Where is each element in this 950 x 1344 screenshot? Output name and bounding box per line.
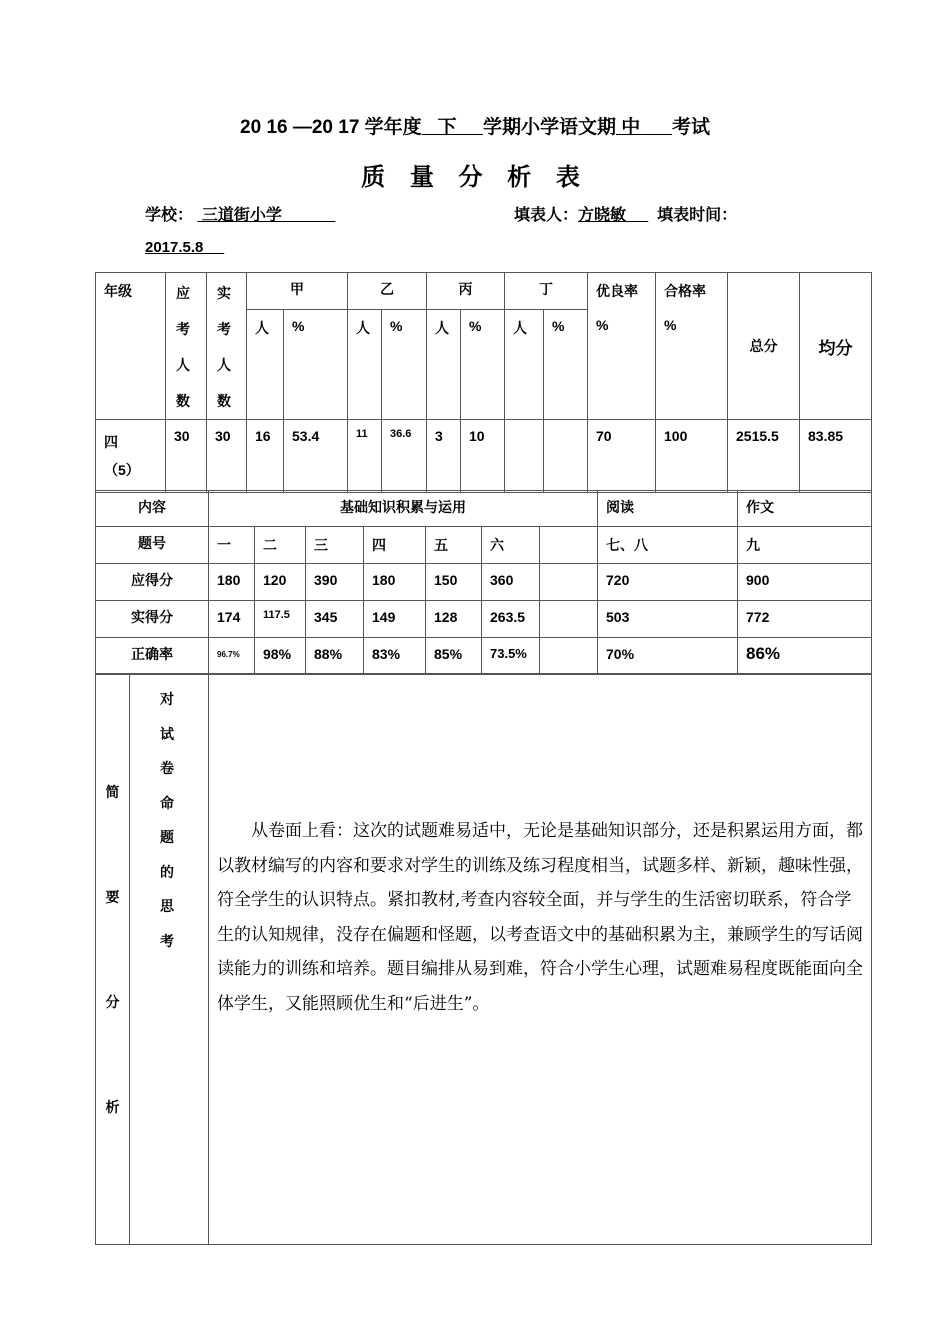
due-cell: 180 bbox=[364, 564, 426, 601]
question-cell: 五 bbox=[426, 527, 482, 564]
year-end: 20 17 bbox=[311, 117, 360, 138]
side-char: 要 bbox=[105, 889, 120, 905]
sub-char: 命 bbox=[160, 794, 174, 811]
got-cell: 117.5 bbox=[255, 601, 306, 638]
term-field bbox=[422, 117, 483, 138]
avg-header: 均分 bbox=[800, 273, 872, 420]
filler-value: 方晓敏 bbox=[578, 207, 627, 224]
filler-field bbox=[578, 207, 648, 224]
good-rate-label: 优良率 bbox=[596, 283, 638, 299]
sub-char: 对 bbox=[160, 691, 174, 707]
side-char: 分 bbox=[105, 994, 120, 1010]
analysis-sub-label bbox=[130, 674, 209, 1245]
jia-header: 甲 bbox=[247, 273, 348, 310]
school-field bbox=[197, 207, 335, 224]
yi-p-cell: 36.6 bbox=[382, 420, 427, 493]
sub-char: 的 bbox=[160, 863, 174, 880]
title-part: 学年度 bbox=[359, 117, 422, 138]
date-field bbox=[145, 239, 224, 256]
side-char: 析 bbox=[105, 1099, 120, 1115]
pass-rate-header bbox=[656, 273, 728, 420]
bing-pct: % bbox=[461, 309, 505, 419]
question-cell bbox=[540, 527, 598, 564]
question-cell: 四 bbox=[364, 527, 426, 564]
sub-char: 试 bbox=[160, 725, 174, 742]
rate-cell: 98% bbox=[255, 638, 306, 675]
jia-ren: 人 bbox=[247, 309, 284, 419]
filler-label: 填表人： bbox=[514, 207, 579, 224]
yi-header: 乙 bbox=[348, 273, 427, 310]
year-start: 20 16 bbox=[240, 117, 288, 138]
grade-header: 年级 bbox=[96, 273, 166, 420]
due-cell: 150 bbox=[426, 564, 482, 601]
yi-n-cell: 11 bbox=[348, 420, 382, 493]
yi-pct: % bbox=[382, 309, 427, 419]
jia-p-cell: 53.4 bbox=[284, 420, 348, 493]
good-rate-cell: 70 bbox=[588, 420, 656, 493]
due-cell: 180 bbox=[209, 564, 255, 601]
expected-cell: 30 bbox=[166, 420, 207, 493]
got-cell: 772 bbox=[738, 601, 872, 638]
got-cell bbox=[540, 601, 598, 638]
ding-pct: % bbox=[544, 309, 588, 419]
basic-knowledge-header: 基础知识积累与运用 bbox=[209, 491, 598, 527]
content-label: 内容 bbox=[96, 491, 209, 527]
pass-rate-label: 合格率 bbox=[664, 283, 706, 299]
due-cell: 390 bbox=[306, 564, 364, 601]
school-value: 三道街小学 bbox=[201, 207, 282, 224]
good-rate-pct: % bbox=[596, 317, 609, 333]
analysis-text: 从卷面上看：这次的试题难易适中，无论是基础知识部分，还是积累运用方面，都以教材编写的内容和要求对学生的训练及练习程度相当，试题多样、新颖，趣味性强，符全学生的认识特点。紧扣教材,考查内容较全面，并与学生的生活密切联系，符合学生的认知规律，没存在偏题和怪题，以考查语文中的基础积累为主，兼顾学生的写话阅读能力的训练和培养。题目编排从易到难，符合小学生心理，试题难易程度既能面向全体学生，又能照顾优生和“后进生”。 bbox=[217, 821, 863, 1014]
question-label: 题号 bbox=[96, 527, 209, 564]
question-cell: 一 bbox=[209, 527, 255, 564]
sub-char: 思 bbox=[160, 898, 174, 914]
rate-cell: 96.7% bbox=[209, 638, 255, 675]
question-cell: 二 bbox=[255, 527, 306, 564]
rate-cell: 70% bbox=[598, 638, 738, 675]
total-header: 总分 bbox=[728, 273, 800, 420]
due-cell: 720 bbox=[598, 564, 738, 601]
bing-p-cell: 10 bbox=[461, 420, 505, 493]
grade-cell bbox=[96, 420, 166, 493]
filler-line bbox=[514, 202, 737, 225]
side-char: 简 bbox=[105, 784, 120, 800]
sub-char: 卷 bbox=[160, 760, 174, 776]
rate-cell: 88% bbox=[306, 638, 364, 675]
rate-cell: 85% bbox=[426, 638, 482, 675]
pass-rate-cell: 100 bbox=[656, 420, 728, 493]
period-value: 中 bbox=[621, 117, 641, 138]
bing-ren: 人 bbox=[427, 309, 461, 419]
school-label: 学校： bbox=[145, 207, 194, 224]
rate-cell: 73.5% bbox=[482, 638, 540, 675]
period-field bbox=[616, 117, 672, 138]
got-cell: 345 bbox=[306, 601, 364, 638]
due-cell: 900 bbox=[738, 564, 872, 601]
actual-cell: 30 bbox=[207, 420, 247, 493]
question-cell: 九 bbox=[738, 527, 872, 564]
good-rate-header bbox=[588, 273, 656, 420]
ding-n-cell bbox=[505, 420, 544, 493]
analysis-table bbox=[95, 673, 872, 1245]
jia-pct: % bbox=[284, 309, 348, 419]
got-cell: 263.5 bbox=[482, 601, 540, 638]
question-cell: 三 bbox=[306, 527, 364, 564]
bing-header: 丙 bbox=[427, 273, 505, 310]
got-cell: 174 bbox=[209, 601, 255, 638]
reading-header: 阅读 bbox=[598, 491, 738, 527]
title-part: 学期小学语文期 bbox=[482, 117, 616, 138]
rate-cell bbox=[540, 638, 598, 675]
title-part: 考试 bbox=[671, 117, 710, 138]
due-label: 应得分 bbox=[96, 564, 209, 601]
avg-cell: 83.85 bbox=[800, 420, 872, 493]
date-value: 2017.5.8 bbox=[145, 239, 204, 256]
got-cell: 503 bbox=[598, 601, 738, 638]
document-title bbox=[0, 112, 950, 139]
sub-char: 题 bbox=[160, 829, 174, 845]
grade-value: 四 bbox=[104, 434, 118, 450]
got-cell: 128 bbox=[426, 601, 482, 638]
actual-header: 实 考 人 数 bbox=[207, 273, 247, 420]
sub-char: 考 bbox=[160, 932, 174, 949]
rate-label: 正确率 bbox=[96, 638, 209, 675]
score-table bbox=[95, 272, 872, 493]
writing-header: 作文 bbox=[738, 491, 872, 527]
dash: — bbox=[287, 117, 312, 138]
due-cell bbox=[540, 564, 598, 601]
time-label: 填表时间： bbox=[657, 207, 738, 224]
ding-ren: 人 bbox=[505, 309, 544, 419]
bing-n-cell: 3 bbox=[427, 420, 461, 493]
analysis-side-label bbox=[96, 674, 130, 1245]
school-line bbox=[145, 202, 335, 225]
question-cell: 七、八 bbox=[598, 527, 738, 564]
pass-rate-pct: % bbox=[664, 317, 677, 333]
total-cell: 2515.5 bbox=[728, 420, 800, 493]
jia-n-cell: 16 bbox=[247, 420, 284, 493]
ding-p-cell bbox=[544, 420, 588, 493]
expected-header: 应 考 人 数 bbox=[166, 273, 207, 420]
due-cell: 120 bbox=[255, 564, 306, 601]
term-value: 下 bbox=[437, 117, 457, 138]
analysis-body bbox=[209, 674, 872, 1245]
got-label: 实得分 bbox=[96, 601, 209, 638]
class-value: （5） bbox=[104, 462, 140, 478]
yi-ren: 人 bbox=[348, 309, 382, 419]
due-cell: 360 bbox=[482, 564, 540, 601]
ding-header: 丁 bbox=[505, 273, 588, 310]
got-cell: 149 bbox=[364, 601, 426, 638]
subtitle: 质 量 分 析 表 bbox=[361, 164, 589, 191]
question-cell: 六 bbox=[482, 527, 540, 564]
rate-cell: 86% bbox=[738, 638, 872, 675]
rate-cell: 83% bbox=[364, 638, 426, 675]
date-line bbox=[145, 239, 224, 256]
question-table bbox=[95, 490, 872, 675]
